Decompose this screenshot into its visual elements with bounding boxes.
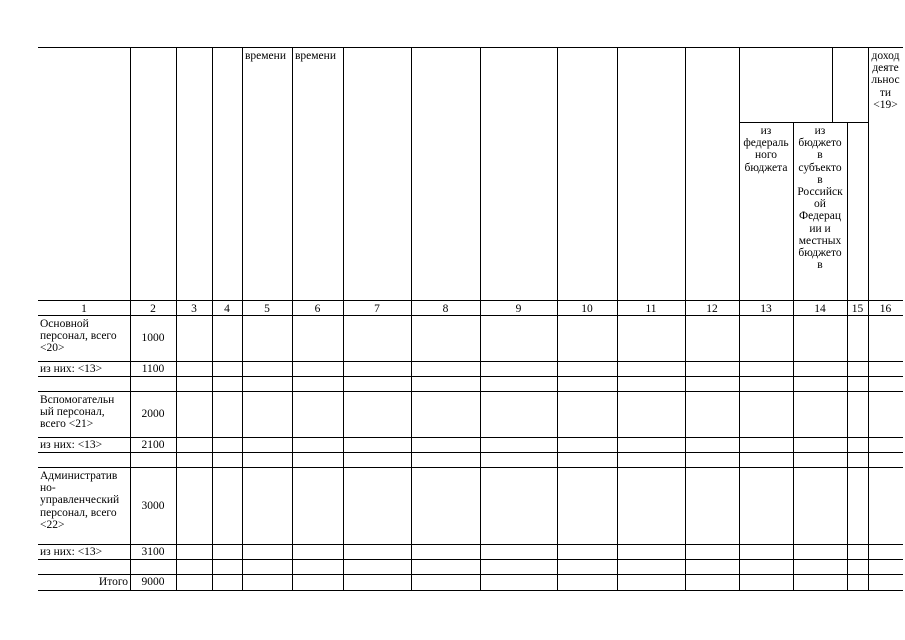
column-number: 9 <box>515 303 522 315</box>
column-number: 15 <box>851 303 864 315</box>
column-number: 16 <box>879 303 892 315</box>
column-number: 13 <box>760 303 772 315</box>
header-col14: из бюджето в субъекто в Российск ой Федерац ии и местных бюджето в <box>797 125 843 272</box>
row-code: 2100 <box>141 439 165 451</box>
column-number: 12 <box>706 303 718 315</box>
header-col5: времени <box>245 50 286 62</box>
header-col16: доход деяте льнос ти <19> <box>871 50 900 111</box>
row-code: 1000 <box>141 332 165 344</box>
column-number: 2 <box>150 303 156 315</box>
column-number: 10 <box>581 303 593 315</box>
row-label: из них: <13> <box>40 363 103 375</box>
row-label: Вспомогательн ый персонал, всего <21> <box>40 394 115 431</box>
header-col6: времени <box>295 50 336 62</box>
row-code: 1100 <box>141 363 165 375</box>
column-number: 11 <box>645 303 657 315</box>
row-code: 2000 <box>141 408 165 420</box>
row-label: из них: <13> <box>40 546 103 558</box>
row-code: 9000 <box>141 576 165 588</box>
row-code: 3100 <box>141 546 165 558</box>
column-number: 5 <box>264 303 270 315</box>
header-col13: из федераль ного бюджета <box>743 125 789 174</box>
row-label: из них: <13> <box>40 439 103 451</box>
row-label: Основной персонал, всего <20> <box>40 318 117 355</box>
column-number: 6 <box>314 303 321 315</box>
column-number: 3 <box>191 303 197 315</box>
column-number: 4 <box>224 303 230 315</box>
column-number: 8 <box>442 303 449 315</box>
row-code: 3000 <box>141 500 165 512</box>
row-label-total: Итого <box>98 576 128 588</box>
column-number: 1 <box>81 303 87 315</box>
row-label: Административ но- управленческий персонал, всего <22> <box>40 470 120 531</box>
column-number: 14 <box>814 303 826 315</box>
column-number: 7 <box>374 303 380 315</box>
